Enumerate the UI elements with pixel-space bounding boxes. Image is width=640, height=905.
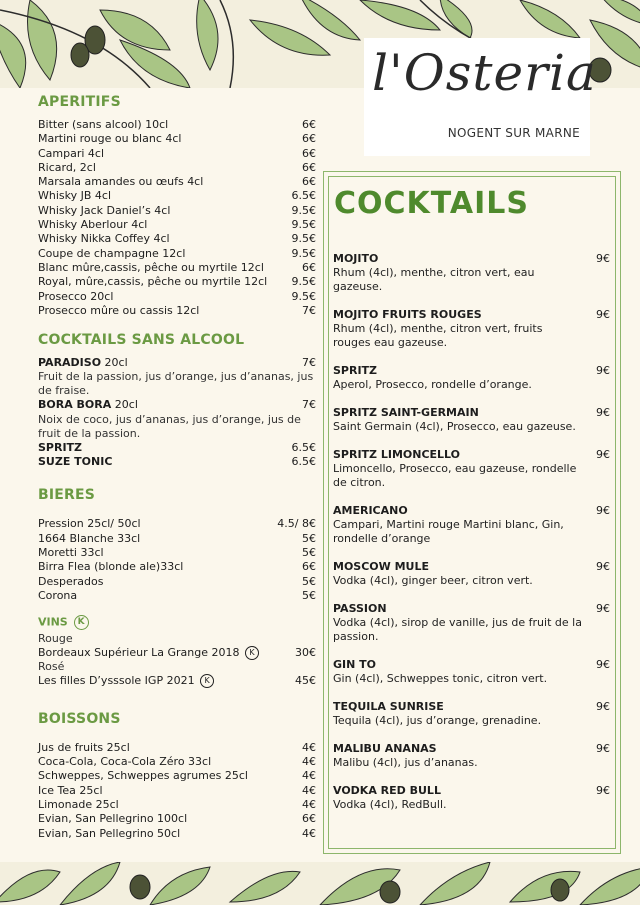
- cocktail-description: Gin (4cl), Schweppes tonic, citron vert.: [333, 672, 548, 685]
- item-price: 30€: [295, 646, 316, 660]
- cocktails-panel: [323, 171, 621, 854]
- item-price: 4€: [302, 783, 316, 797]
- item-price: 6€: [302, 260, 316, 274]
- item-name: Ice Tea 25cl: [38, 783, 103, 797]
- cocktail-price: 9€: [596, 784, 610, 797]
- item-price: 4€: [302, 797, 316, 811]
- item-price: 5€: [302, 588, 316, 602]
- menu-item: [38, 161, 316, 175]
- item-price: 6€: [302, 132, 316, 146]
- menu-item: [38, 517, 316, 531]
- sans-alcool-title: COCKTAILS SANS ALCOOL: [38, 332, 245, 349]
- menu-item: [38, 132, 316, 146]
- cocktail-name: AMERICANO: [333, 504, 408, 517]
- cocktail-description: Rhum (4cl), menthe, citron vert, fruits rouges eau gazeuse.: [333, 322, 543, 349]
- item-price: 9.5€: [291, 203, 316, 217]
- item-price: 4€: [302, 755, 316, 769]
- cocktails-list: [333, 252, 610, 826]
- item-name: Evian, San Pellegrino 100cl: [38, 812, 188, 826]
- item-name: Whisky JB 4cl: [38, 189, 112, 203]
- cocktail-item: [333, 308, 610, 350]
- item-price: 9.5€: [291, 289, 316, 303]
- item-price: 9.5€: [291, 232, 316, 246]
- menu-item: [38, 646, 316, 660]
- left-column: [38, 94, 316, 841]
- item-name: Desperados: [38, 574, 104, 588]
- cocktail-name: PASSION: [333, 602, 387, 615]
- cocktail-description: Malibu (4cl), jus d’ananas.: [333, 756, 478, 769]
- cocktail-item: [333, 784, 610, 812]
- cocktail-price: 9€: [596, 364, 610, 377]
- item-name: Royal, mûre,cassis, pêche ou myrtile 12cl: [38, 275, 268, 289]
- menu-item: [38, 784, 316, 798]
- item-price: 4€: [302, 826, 316, 840]
- item-price: 7€: [302, 398, 316, 412]
- item-price: 6€: [302, 175, 316, 189]
- item-price: 6€: [302, 146, 316, 160]
- item-name: Bitter (sans alcool) 10cl: [38, 118, 169, 131]
- cocktail-price: 9€: [596, 504, 610, 517]
- cocktail-description: Saint Germain (4cl), Prosecco, eau gazeuse.: [333, 420, 576, 433]
- cocktail-description: Campari, Martini rouge Martini blanc, Gin, rondelle d’orange: [333, 518, 564, 545]
- kosher-badge-icon: K: [200, 674, 214, 688]
- menu-item: [38, 290, 316, 304]
- item-name: SUZE TONIC: [38, 455, 113, 469]
- item-name: Marsala amandes ou œufs 4cl: [38, 175, 204, 189]
- item-size: 20cl: [101, 356, 128, 370]
- menu-item: [38, 175, 316, 189]
- cocktail-head: [333, 742, 610, 756]
- cocktail-description: Aperol, Prosecco, rondelle d’orange.: [333, 378, 532, 391]
- item-price: 4.5/ 8€: [277, 517, 316, 531]
- item-price: 9.5€: [291, 275, 316, 289]
- aperitifs-title: APERITIFS: [38, 94, 121, 110]
- item-name: Whisky Aberlour 4cl: [38, 218, 148, 232]
- item-name-wrap: [38, 441, 82, 455]
- cocktail-name: SPRITZ LIMONCELLO: [333, 448, 461, 461]
- menu-item: [38, 118, 316, 132]
- menu-item: [38, 398, 316, 412]
- item-price: 7€: [302, 356, 316, 370]
- cocktail-name: VODKA RED BULL: [333, 784, 441, 797]
- menu-item: [38, 769, 316, 783]
- cocktail-description: Rhum (4cl), menthe, citron vert, eau gazeuse.: [333, 266, 535, 293]
- menu-item: [38, 827, 316, 841]
- item-name: Blanc mûre,cassis, pêche ou myrtile 12cl: [38, 260, 264, 274]
- cocktail-description: Vodka (4cl), RedBull.: [333, 798, 447, 811]
- item-price: 9.5€: [291, 246, 316, 260]
- item-name: Prosecco mûre ou cassis 12cl: [38, 303, 200, 317]
- item-name: Martini rouge ou blanc 4cl: [38, 132, 182, 146]
- item-price: 4€: [302, 740, 316, 754]
- cocktail-price: 9€: [596, 560, 610, 573]
- boissons-list: [38, 741, 316, 841]
- menu-item: [38, 812, 316, 826]
- cocktail-price: 9€: [596, 308, 610, 321]
- cocktail-description: Vodka (4cl), ginger beer, citron vert.: [333, 574, 533, 587]
- cocktail-name: SPRITZ SAINT-GERMAIN: [333, 406, 479, 419]
- item-name: Prosecco 20cl: [38, 289, 114, 303]
- cocktail-price: 9€: [596, 406, 610, 419]
- menu-item: [38, 275, 316, 289]
- item-name: 1664 Blanche 33cl: [38, 531, 141, 545]
- cocktail-name: SPRITZ: [333, 364, 378, 377]
- cocktail-price: 9€: [596, 658, 610, 671]
- item-price: 5€: [302, 531, 316, 545]
- cocktail-item: [333, 504, 610, 546]
- menu-item: [38, 189, 316, 203]
- cocktail-item: [333, 602, 610, 644]
- item-name: Campari 4cl: [38, 146, 105, 160]
- cocktail-name: TEQUILA SUNRISE: [333, 700, 444, 713]
- bieres-title: BIERES: [38, 487, 96, 504]
- item-price: 6.5€: [291, 455, 316, 469]
- cocktail-description: Limoncello, Prosecco, eau gazeuse, rondelle de citron.: [333, 462, 577, 489]
- cocktail-head: [333, 602, 610, 616]
- vins-rose-label: Rosé: [38, 660, 65, 674]
- cocktail-item: [333, 700, 610, 728]
- boissons-title: BOISSONS: [38, 710, 121, 727]
- cocktail-name: MOJITO: [333, 252, 379, 265]
- logo-box: [364, 38, 597, 156]
- menu-item: [38, 232, 316, 246]
- item-name: Pression 25cl/ 50cl: [38, 517, 141, 531]
- menu-item: [38, 755, 316, 769]
- cocktail-description: Vodka (4cl), sirop de vanille, jus de fruit de la passion.: [333, 616, 582, 643]
- item-name: BORA BORA: [38, 398, 112, 412]
- menu-item: [38, 261, 316, 275]
- menu-item: [38, 546, 316, 560]
- menu-item: [38, 560, 316, 574]
- menu-item: [38, 247, 316, 261]
- item-name: Coca-Cola, Coca-Cola Zéro 33cl: [38, 755, 212, 769]
- cocktail-price: 9€: [596, 700, 610, 713]
- olive-foliage-bottom: [0, 862, 640, 905]
- item-name: SPRITZ: [38, 440, 83, 454]
- cocktail-price: 9€: [596, 742, 610, 755]
- cocktail-name: MOJITO FRUITS ROUGES: [333, 308, 482, 321]
- item-description: Fruit de la passion, jus d’orange, jus d’ananas, jus de fraise.: [38, 370, 314, 398]
- cocktail-price: 9€: [596, 602, 610, 615]
- item-name: PARADISO: [38, 356, 102, 370]
- item-price: 4€: [302, 769, 316, 783]
- item-name: Birra Flea (blonde ale)33cl: [38, 560, 184, 574]
- item-name: Bordeaux Supérieur La Grange 2018: [38, 646, 240, 660]
- menu-item: [38, 532, 316, 546]
- item-price: 7€: [302, 303, 316, 317]
- item-name-wrap: [38, 398, 138, 412]
- cocktail-item: [333, 658, 610, 686]
- menu-item: [38, 798, 316, 812]
- item-price: 6€: [302, 560, 316, 574]
- cocktail-head: [333, 252, 610, 266]
- menu-item: [38, 455, 316, 469]
- item-price: 5€: [302, 545, 316, 559]
- cocktail-item: [333, 560, 610, 588]
- item-price: 6.5€: [291, 189, 316, 203]
- item-name: Jus de fruits 25cl: [38, 740, 130, 754]
- item-name: Evian, San Pellegrino 50cl: [38, 826, 181, 840]
- item-price: 6.5€: [291, 440, 316, 454]
- cocktail-item: [333, 406, 610, 434]
- cocktail-head: [333, 504, 610, 518]
- item-price: 6€: [302, 812, 316, 826]
- vins-rouge-label: Rouge: [38, 632, 73, 646]
- menu-item: [38, 674, 316, 688]
- cocktail-item: [333, 742, 610, 770]
- item-price: 6€: [302, 118, 316, 131]
- menu-item: [38, 575, 316, 589]
- item-description: Noix de coco, jus d’ananas, jus d’orange, jus de fruit de la passion.: [38, 412, 301, 440]
- vins-title-text: VINS: [38, 615, 68, 629]
- cocktail-description: Tequila (4cl), jus d’orange, grenadine.: [333, 714, 542, 727]
- sans-alcool-list: [38, 356, 316, 469]
- cocktail-head: [333, 784, 610, 798]
- item-name: Les filles D’ysssole IGP 2021: [38, 674, 195, 688]
- item-name-wrap: [38, 455, 112, 469]
- item-name: Moretti 33cl: [38, 545, 104, 559]
- cocktail-head: [333, 308, 610, 322]
- kosher-badge-icon: K: [74, 615, 89, 630]
- item-name-wrap: [38, 356, 128, 370]
- cocktail-head: [333, 448, 610, 462]
- cocktail-item: [333, 252, 610, 294]
- menu-item: [38, 147, 316, 161]
- item-name: Whisky Nikka Coffey 4cl: [38, 232, 170, 246]
- cocktail-head: [333, 658, 610, 672]
- item-name: Ricard, 2cl: [38, 160, 96, 174]
- aperitifs-list: [38, 118, 316, 318]
- item-price: 6€: [302, 160, 316, 174]
- cocktail-head: [333, 364, 610, 378]
- cocktail-name: GIN TO: [333, 658, 377, 671]
- cocktail-head: [333, 700, 610, 714]
- menu-item: [38, 356, 316, 370]
- cocktail-head: [333, 406, 610, 420]
- cocktail-item: [333, 448, 610, 490]
- item-name: Whisky Jack Daniel’s 4cl: [38, 203, 171, 217]
- vins-title: [38, 615, 316, 630]
- item-price: 9.5€: [291, 218, 316, 232]
- cocktail-price: 9€: [596, 448, 610, 461]
- vins-section: [38, 615, 316, 689]
- cocktail-price: 9€: [596, 252, 610, 265]
- item-name: Coupe de champagne 12cl: [38, 246, 186, 260]
- item-price: 45€: [295, 674, 316, 688]
- item-name: Corona: [38, 588, 78, 602]
- menu-item: [38, 304, 316, 318]
- cocktail-item: [333, 364, 610, 392]
- bieres-list: [38, 517, 316, 603]
- item-size: 20cl: [111, 398, 138, 412]
- menu-item: [38, 204, 316, 218]
- logo-location: NOGENT SUR MARNE: [447, 126, 580, 140]
- cocktail-head: [333, 560, 610, 574]
- item-name: Schweppes, Schweppes agrumes 25cl: [38, 769, 248, 783]
- menu-item: [38, 741, 316, 755]
- menu-item: [38, 441, 316, 455]
- item-name: Limonade 25cl: [38, 797, 119, 811]
- cocktail-name: MALIBU ANANAS: [333, 742, 437, 755]
- kosher-badge-icon: K: [245, 646, 259, 660]
- logo-script: l'Osteria: [372, 44, 597, 102]
- menu-item: [38, 589, 316, 603]
- item-price: 5€: [302, 574, 316, 588]
- olive-branch-icon: [0, 862, 640, 905]
- cocktail-name: MOSCOW MULE: [333, 560, 430, 573]
- menu-item: [38, 218, 316, 232]
- cocktails-title: COCKTAILS: [334, 186, 530, 221]
